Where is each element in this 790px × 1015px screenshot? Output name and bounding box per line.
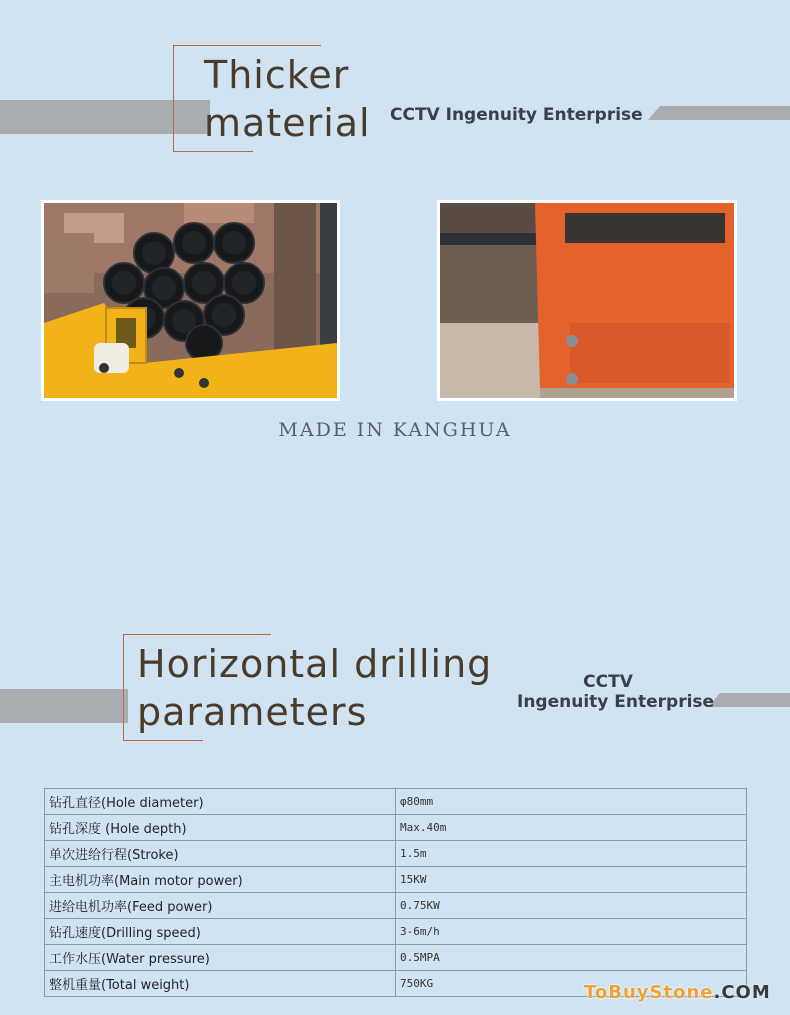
header-band-right [648, 106, 790, 120]
param-label: 整机重量(Total weight) [45, 971, 396, 997]
params-table-body [45, 789, 747, 997]
param-label: 进给电机功率(Feed power) [45, 893, 396, 919]
table-row [45, 789, 747, 815]
table-row [45, 867, 747, 893]
watermark [584, 982, 771, 1003]
param-value: 0.75KW [396, 893, 747, 919]
param-value: 1.5m [396, 841, 747, 867]
params-band-left [0, 689, 128, 723]
param-label: 单次进给行程(Stroke) [45, 841, 396, 867]
param-value: Max.40m [396, 815, 747, 841]
table-row [45, 815, 747, 841]
section1-title-line2: material [204, 101, 371, 145]
params-frame-bottom [123, 740, 203, 741]
section2-title-line2: parameters [137, 690, 368, 734]
photo-drill-pipes [41, 200, 340, 401]
params-band-right [708, 693, 790, 707]
watermark-domain: .COM [713, 982, 771, 1003]
section2-title-line1: Horizontal drilling [137, 642, 493, 686]
section1-subtitle: CCTV Ingenuity Enterprise [390, 105, 643, 125]
title-frame-top [173, 45, 321, 46]
param-label: 主电机功率(Main motor power) [45, 867, 396, 893]
table-row [45, 841, 747, 867]
param-label: 钻孔速度(Drilling speed) [45, 919, 396, 945]
section2-subtitle-line1: CCTV [583, 672, 633, 692]
table-row [45, 919, 747, 945]
watermark-brand: ToBuyStone [584, 982, 714, 1003]
param-value: 15KW [396, 867, 747, 893]
param-value: 0.5MPA [396, 945, 747, 971]
table-row [45, 945, 747, 971]
made-in-caption: MADE IN KANGHUA [278, 419, 512, 441]
param-value: 750KG [396, 971, 747, 997]
section2-subtitle-line2: Ingenuity Enterprise [517, 692, 715, 712]
params-frame-left [123, 634, 124, 741]
section1-title-line1: Thicker [204, 53, 350, 97]
params-table [44, 788, 747, 997]
param-label: 工作水压(Water pressure) [45, 945, 396, 971]
photo-orange-frame [437, 200, 737, 401]
table-row [45, 893, 747, 919]
title-frame-bottom [173, 151, 253, 152]
param-label: 钻孔深度 (Hole depth) [45, 815, 396, 841]
param-value: 3-6m/h [396, 919, 747, 945]
param-label: 钻孔直径(Hole diameter) [45, 789, 396, 815]
params-table-wrapper [44, 788, 747, 997]
params-frame-top [123, 634, 271, 635]
param-value: φ80mm [396, 789, 747, 815]
